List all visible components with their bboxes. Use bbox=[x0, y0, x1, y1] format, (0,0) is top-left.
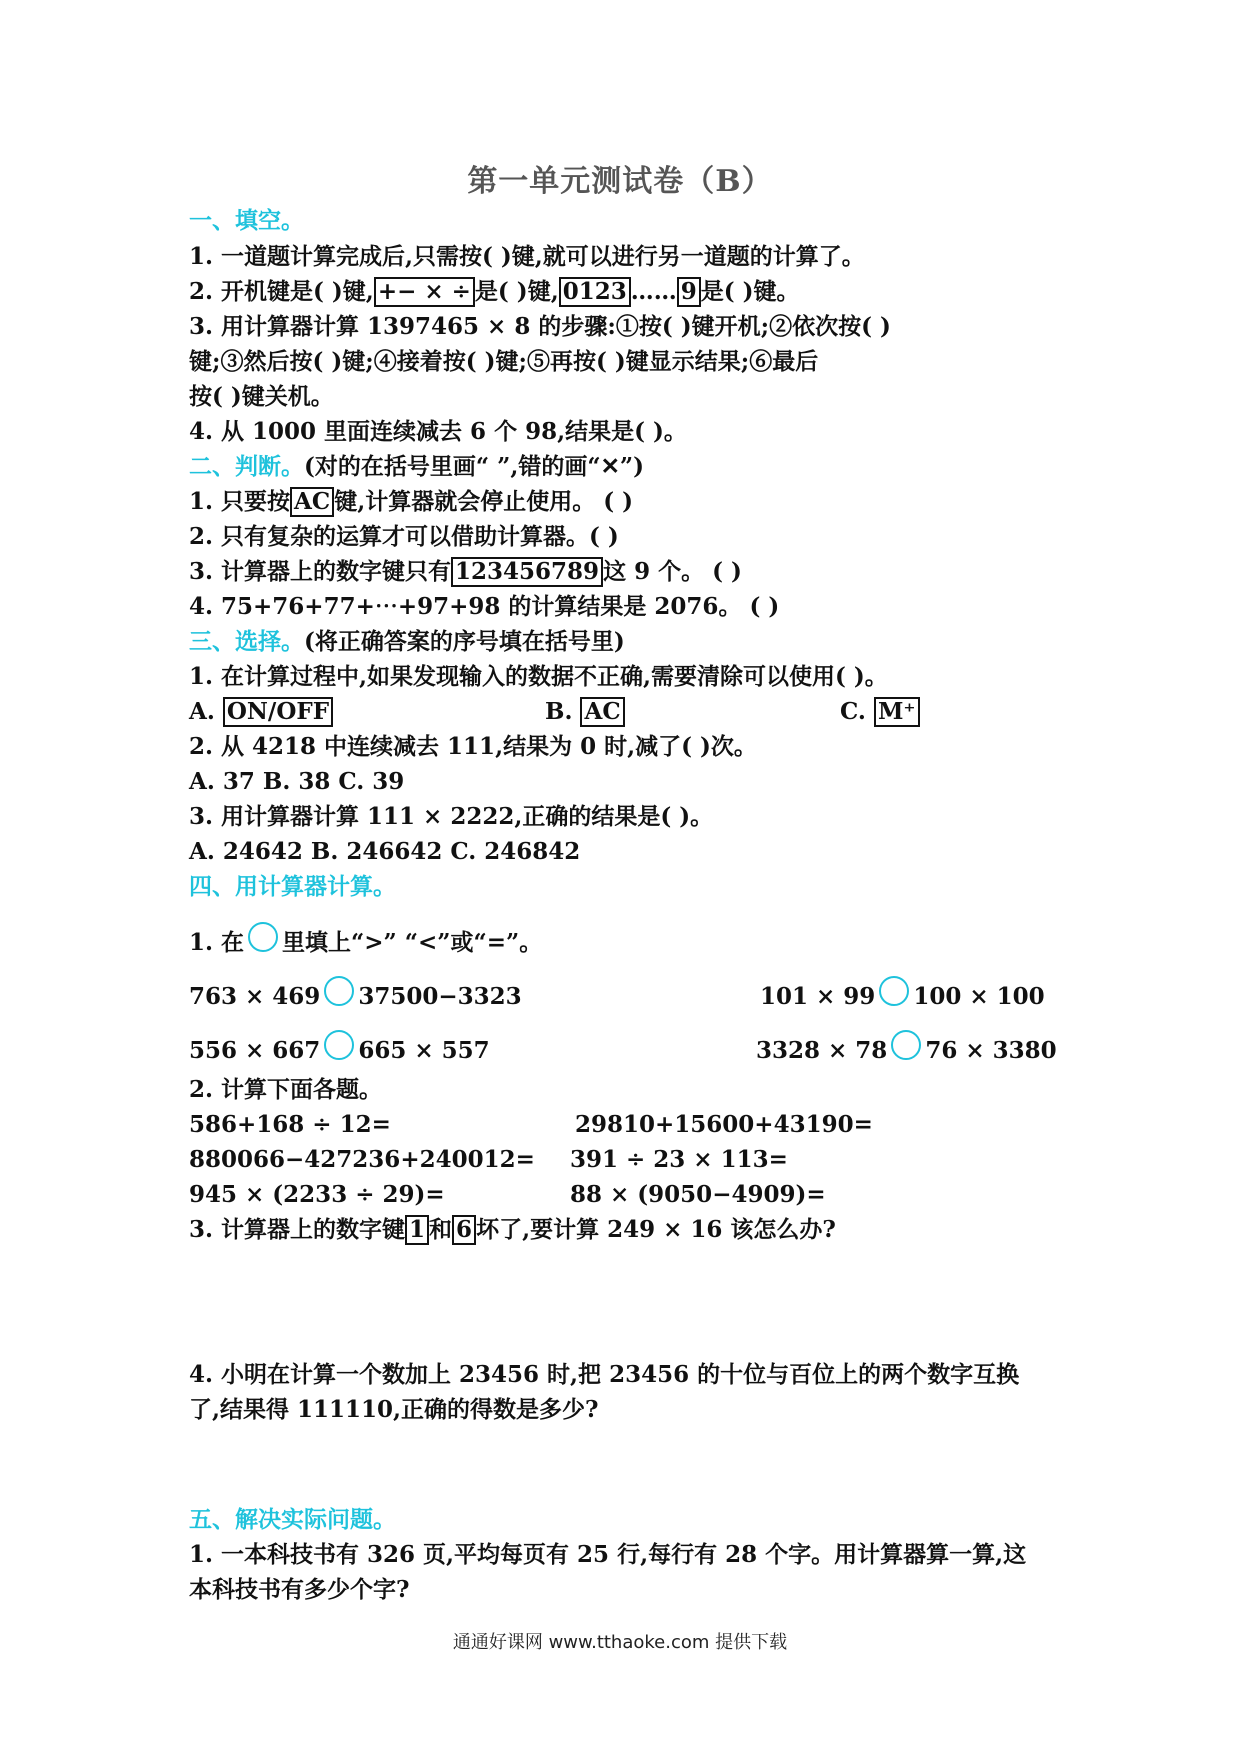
digit-key-1: 1 bbox=[405, 1215, 429, 1245]
operator-keys: +− × ÷ bbox=[374, 277, 475, 307]
footer: 通通好课网 www.tthaoke.com 提供下载 bbox=[452, 1632, 788, 1653]
s4-question-4-line-1: 4. 小明在计算一个数加上 23456 时,把 23456 的十位与百位上的两个数字互换 bbox=[189, 1361, 1020, 1388]
option-c-label: C. bbox=[840, 698, 866, 725]
expr-left: 101 × 99 bbox=[760, 983, 876, 1010]
q2-part-a: 2. 开机键是( )键, bbox=[189, 278, 374, 305]
calc-expr-2: 29810+15600+43190= bbox=[575, 1111, 873, 1138]
q1-part-b: 里填上“>” “<”或“=”。 bbox=[282, 929, 543, 956]
page-title: 第一单元测试卷（B） bbox=[467, 164, 773, 199]
s3-question-3: 3. 用计算器计算 111 × 2222,正确的结果是( )。 bbox=[189, 803, 714, 830]
s1-question-3-line-2: 键;③然后按( )键;④接着按( )键;⑤再按( )键显示结果;⑥最后 bbox=[189, 348, 819, 375]
q2-part-d: 是( )键。 bbox=[700, 278, 800, 305]
digit-keys-start: 0123 bbox=[559, 277, 631, 307]
section-2-heading-line bbox=[189, 452, 644, 482]
compare-circle-icon[interactable] bbox=[324, 1030, 354, 1060]
q1-part-b: 键,计算器就会停止使用。 ( ) bbox=[334, 488, 633, 515]
section-1-heading: 一、填空。 bbox=[189, 207, 304, 234]
expr-left: 556 × 667 bbox=[189, 1037, 321, 1064]
s5-question-1-line-2: 本科技书有多少个字? bbox=[189, 1576, 410, 1603]
s4-question-3 bbox=[189, 1215, 836, 1245]
s1-question-4: 4. 从 1000 里面连续减去 6 个 98,结果是( )。 bbox=[189, 418, 687, 445]
s2-question-3 bbox=[189, 557, 742, 587]
compare-row-1-left bbox=[189, 976, 522, 1012]
on-off-key: ON/OFF bbox=[223, 697, 333, 727]
section-4-heading: 四、用计算器计算。 bbox=[189, 873, 396, 900]
compare-circle-icon bbox=[248, 922, 278, 952]
s1-question-1: 1. 一道题计算完成后,只需按( )键,就可以进行另一道题的计算了。 bbox=[189, 243, 865, 270]
q2-part-c: …… bbox=[630, 278, 677, 305]
s2-question-4: 4. 75+76+77+⋯+97+98 的计算结果是 2076。 ( ) bbox=[189, 593, 780, 620]
compare-circle-icon[interactable] bbox=[324, 976, 354, 1006]
calc-expr-5: 945 × (2233 ÷ 29)= bbox=[189, 1181, 445, 1208]
s3-question-2: 2. 从 4218 中连续减去 111,结果为 0 时,减了( )次。 bbox=[189, 733, 757, 760]
expr-right: 665 × 557 bbox=[358, 1037, 490, 1064]
s3-question-2-options: A. 37 B. 38 C. 39 bbox=[189, 768, 405, 795]
s2-question-2: 2. 只有复杂的运算才可以借助计算器。( ) bbox=[189, 523, 619, 550]
option-b bbox=[545, 697, 625, 727]
ac-key-option: AC bbox=[580, 697, 624, 727]
s4-question-4-line-2: 了,结果得 111110,正确的得数是多少? bbox=[189, 1396, 599, 1423]
calc-expr-6: 88 × (9050−4909)= bbox=[570, 1181, 826, 1208]
section-3-note: (将正确答案的序号填在括号里) bbox=[304, 628, 625, 655]
q1-part-a: 1. 只要按 bbox=[189, 488, 291, 515]
s4-question-1 bbox=[189, 922, 542, 958]
compare-circle-icon[interactable] bbox=[879, 976, 909, 1006]
q3-and: 和 bbox=[429, 1216, 453, 1243]
calc-expr-4: 391 ÷ 23 × 113= bbox=[570, 1146, 788, 1173]
q3-part-b: 坏了,要计算 249 × 16 该怎么办? bbox=[476, 1216, 836, 1243]
s5-question-1-line-1: 1. 一本科技书有 326 页,平均每页有 25 行,每行有 28 个字。用计算器算一算,这 bbox=[189, 1541, 1027, 1568]
compare-row-2-right bbox=[756, 1030, 1057, 1066]
s3-question-3-options: A. 24642 B. 246642 C. 246842 bbox=[189, 838, 581, 865]
compare-row-2-left bbox=[189, 1030, 490, 1066]
q3-part-b: 这 9 个。 ( ) bbox=[603, 558, 742, 585]
s3-question-1: 1. 在计算过程中,如果发现输入的数据不正确,需要清除可以使用( )。 bbox=[189, 663, 888, 690]
s4-question-2: 2. 计算下面各题。 bbox=[189, 1076, 383, 1103]
m-plus-key: M⁺ bbox=[874, 697, 920, 727]
s1-question-3-line-3: 按( )键关机。 bbox=[189, 383, 334, 410]
option-a-label: A. bbox=[189, 698, 215, 725]
expr-left: 3328 × 78 bbox=[756, 1037, 888, 1064]
q2-part-b: 是( )键, bbox=[474, 278, 559, 305]
expr-right: 100 × 100 bbox=[913, 983, 1045, 1010]
section-3-heading-line bbox=[189, 627, 625, 657]
expr-right: 76 × 3380 bbox=[925, 1037, 1057, 1064]
q3-part-a: 3. 计算器上的数字键 bbox=[189, 1216, 406, 1243]
ac-key: AC bbox=[290, 487, 334, 517]
s1-question-3-line-1: 3. 用计算器计算 1397465 × 8 的步骤:①按( )键开机;②依次按( ) bbox=[189, 313, 891, 340]
calc-expr-3: 880066−427236+240012= bbox=[189, 1146, 535, 1173]
expr-right: 37500−3323 bbox=[358, 983, 522, 1010]
q1-part-a: 1. 在 bbox=[189, 929, 245, 956]
s1-question-2 bbox=[189, 277, 800, 307]
expr-left: 763 × 469 bbox=[189, 983, 321, 1010]
section-5-heading: 五、解决实际问题。 bbox=[189, 1506, 396, 1533]
q3-part-a: 3. 计算器上的数字键只有 bbox=[189, 558, 452, 585]
digit-keys: 123456789 bbox=[451, 557, 603, 587]
s2-question-1 bbox=[189, 487, 633, 517]
section-2-heading: 二、判断。 bbox=[189, 453, 304, 480]
digit-key-6: 6 bbox=[452, 1215, 476, 1245]
option-c bbox=[840, 697, 920, 727]
digit-key-9: 9 bbox=[677, 277, 701, 307]
option-b-label: B. bbox=[545, 698, 573, 725]
compare-circle-icon[interactable] bbox=[891, 1030, 921, 1060]
calc-expr-1: 586+168 ÷ 12= bbox=[189, 1111, 391, 1138]
compare-row-1-right bbox=[760, 976, 1045, 1012]
option-a bbox=[189, 697, 333, 727]
section-2-note: (对的在括号里画“ ”,错的画“✕”) bbox=[304, 453, 644, 480]
section-3-heading: 三、选择。 bbox=[189, 628, 304, 655]
